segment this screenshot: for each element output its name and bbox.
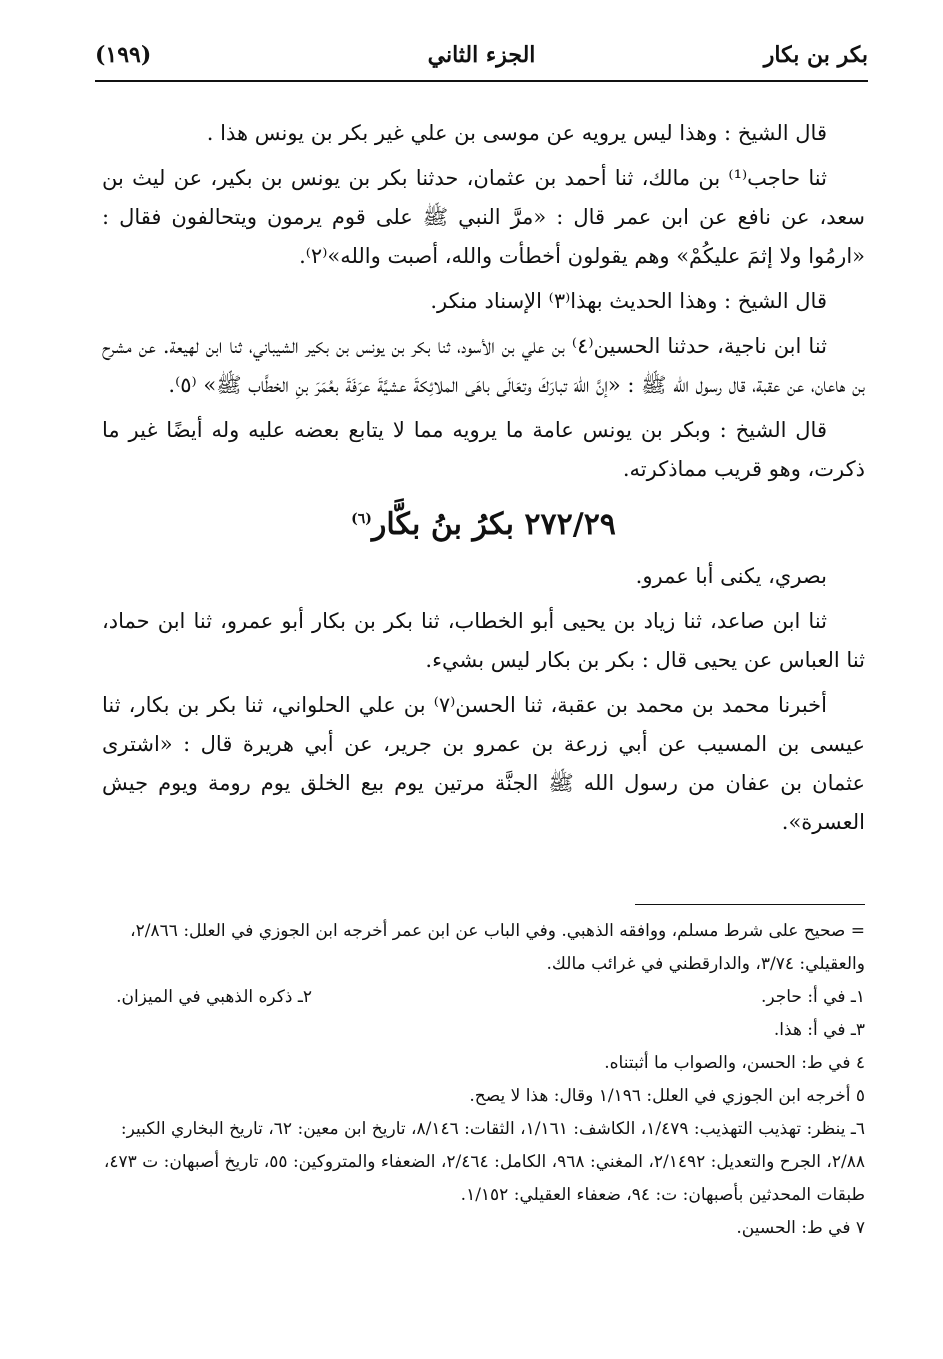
paragraph-3: قال الشيخ : وهذا الحديث بهذا⁽٣⁾ الإسناد منكر. bbox=[430, 289, 827, 313]
footnote-5: ٥ أخرجه ابن الجوزي في العلل: ١/١٩٦ وقال: هذا لا يصح. bbox=[469, 1086, 865, 1106]
paragraph-4: ثنا ابن ناجية، حدثنا الحسين⁽٤⁾ بن علي بن الأسود، ثنا بكر بن يونس بن بكير الشيباني، ثنا ابن لهيعة. عن مشرح بن هاعان، عن عقبة، قال رسول الله ﷺ : «إنَّ اللهَ تبارَكَ وتعَالَى باهَى الملائِكةَ عشيَّةَ عرَفَةَ بعُمَرَ بنِ الخطَّاب ﷺ» ⁽٥⁾. bbox=[102, 334, 865, 397]
paragraph-6: بصري، يكنى أبا عمرو. bbox=[635, 564, 827, 588]
footnote-rule bbox=[635, 904, 865, 905]
footnotes bbox=[102, 904, 865, 1245]
page-number: (١٩٩) bbox=[95, 42, 152, 68]
footnote-3: ٣ـ في أ: هذا. bbox=[773, 1020, 865, 1040]
paragraph-1: قال الشيخ : وهذا ليس يرويه عن موسى بن علي غير بكر بن يونس هذا . bbox=[206, 121, 827, 145]
footnote-4: ٤ في ط: الحسن، والصواب ما أثبتناه. bbox=[604, 1053, 865, 1073]
footnote-carryover: = صحيح على شرط مسلم، ووافقه الذهبي. وفي الباب عن ابن عمر أخرجه ابن الجوزي في العلل: ٢/٨٦٦، والعقيلي: ٣/٧٤، والدارقطني في غرائب مالك. bbox=[130, 921, 865, 974]
footnote-row-1-2 bbox=[102, 981, 865, 1014]
header-rule bbox=[95, 80, 868, 82]
paragraph-8: أخبرنا محمد بن محمد بن عقبة، ثنا الحسن⁽٧⁾ بن علي الحلواني، ثنا بكر بن بكار، ثنا عيسى بن المسيب عن أبي زرعة بن عمرو بن جرير، عن أبي هريرة قال : «اشترى عثمان بن عفان من رسول الله ﷺ الجنَّة مرتين يوم بيع الخلق يوم رومة ويوم جيش العسرة». bbox=[102, 693, 865, 834]
paragraph-2: ثنا حاجب⁽¹⁾ بن مالك، ثنا أحمد بن عثمان، حدثنا بكر بن يونس بن بكير، عن ليث بن سعد، عن نافع عن ابن عمر قال : «مرَّ النبي ﷺ على قوم يرمون ويتحالفون فقال : «ارمُوا ولا إثمَ عليكُمْ» وهم يقولون أخطأت والله، أصبت والله»⁽٢⁾. bbox=[102, 166, 865, 268]
section-title: ٢٧٢/٢٩ بكرُ بنُ بكَّار bbox=[371, 507, 616, 542]
paragraph-5: قال الشيخ : وبكر بن يونس عامة ما يرويه مما لا يتابع بعضه عليه وله أيضًا غير ما ذكرت، وهو قريب مماذكرته. bbox=[102, 418, 865, 481]
main-text bbox=[102, 114, 865, 848]
section-footnote-ref: (٦) bbox=[351, 511, 372, 527]
running-head-center: الجزء الثاني bbox=[427, 42, 536, 68]
footnote-6: ٦ـ ينظر: تهذيب التهذيب: ١/٤٧٩، الكاشف: ١/١٦١، الثقات: ٨/١٤٦، تاريخ ابن معين: ٦٢، تاريخ البخاري الكبير: ٢/٨٨، الجرح والتعديل: ٢/١٤٩٢، المغني: ٩٦٨، الكامل: ٢/٤٦٤، الضعفاء والمتروكين: ٥٥، تاريخ أصبهان: ت ٤٧٣، طبقات المحدثين بأصبهان: ت: ٩٤، ضعفاء العقيلي: ١/١٥٢. bbox=[103, 1119, 865, 1205]
footnote-1: ١ـ في أ: حاجر. bbox=[760, 987, 865, 1007]
section-heading bbox=[102, 495, 865, 549]
paragraph-7: ثنا ابن صاعد، ثنا زياد بن يحيى أبو الخطاب، ثنا بكر بن بكار أبو عمرو، ثنا ابن حماد، ثنا العباس عن يحيى قال : بكر بن بكار ليس بشيء. bbox=[102, 609, 865, 672]
page-header bbox=[95, 40, 868, 82]
running-head-right: بكر بن بكار bbox=[763, 42, 868, 68]
footnote-2: ٢ـ ذكره الذهبي في الميزان. bbox=[116, 987, 312, 1007]
footnote-7: ٧ في ط: الحسين. bbox=[736, 1218, 865, 1238]
